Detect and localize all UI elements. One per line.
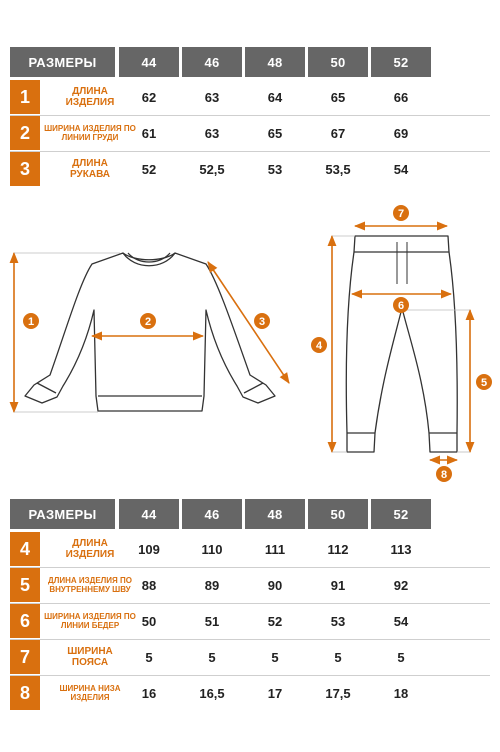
table-cell: 89 — [204, 577, 220, 593]
row-number: 2 — [10, 116, 40, 150]
table-cell: 63 — [204, 89, 220, 105]
row-number: 6 — [10, 604, 40, 638]
table-cell: 53,5 — [325, 161, 351, 177]
garment-diagram — [0, 200, 500, 490]
table-cell: 66 — [393, 89, 409, 105]
svg-text:4: 4 — [315, 340, 323, 352]
table-cell: 5 — [271, 649, 279, 665]
table-cell: 5 — [208, 649, 216, 665]
marker-6 — [393, 297, 409, 313]
table-cell: 112 — [327, 541, 349, 557]
marker-7 — [393, 205, 409, 221]
table-cell: 67 — [330, 125, 346, 141]
table-cell: 62 — [141, 89, 157, 105]
row-label: ШИРИНА ПОЯСА — [67, 645, 113, 668]
sweatshirt-illustration — [25, 253, 275, 411]
table-cell: 65 — [330, 89, 346, 105]
table-cell: 110 — [201, 541, 223, 557]
table-cell: 52 — [141, 161, 157, 177]
row-number: 8 — [10, 676, 40, 710]
table-cell: 17 — [267, 685, 283, 701]
marker-8 — [436, 466, 452, 482]
table-cell: 69 — [393, 125, 409, 141]
svg-text:5: 5 — [480, 377, 488, 389]
table-cell: 111 — [264, 541, 286, 557]
table-cell: 16,5 — [199, 685, 225, 701]
table-cell: 88 — [141, 577, 157, 593]
row-label: ШИРИНА ИЗДЕЛИЯ ПО ЛИНИИ БЕДЕР — [44, 611, 136, 630]
header-size-46: 46 — [182, 499, 242, 529]
table-cell: 16 — [141, 685, 157, 701]
table-cell: 92 — [393, 577, 409, 593]
header-size-50: 50 — [308, 47, 368, 77]
table-cell: 5 — [334, 649, 342, 665]
table-cell: 51 — [204, 613, 220, 629]
row-number: 7 — [10, 640, 40, 674]
table-cell: 52 — [267, 613, 283, 629]
row-label: ДЛИНА ИЗДЕЛИЯ — [65, 85, 115, 108]
table-cell: 5 — [397, 649, 405, 665]
table-cell: 61 — [141, 125, 157, 141]
table-cell: 54 — [393, 161, 409, 177]
row-number: 3 — [10, 152, 40, 186]
table-cell: 17,5 — [325, 685, 351, 701]
header-size-52: 52 — [371, 499, 431, 529]
table-cell: 109 — [138, 541, 160, 557]
header-sizes-label: РАЗМЕРЫ — [10, 47, 115, 77]
header-size-48: 48 — [245, 47, 305, 77]
row-number: 4 — [10, 532, 40, 566]
svg-text:1: 1 — [27, 316, 35, 328]
row-label: ШИРИНА ИЗДЕЛИЯ ПО ЛИНИИ ГРУДИ — [44, 123, 136, 142]
marker-1 — [23, 313, 39, 329]
table-cell: 18 — [393, 685, 409, 701]
marker-4 — [311, 337, 327, 353]
svg-text:2: 2 — [144, 316, 152, 328]
row-label: ШИРИНА НИЗА ИЗДЕЛИЯ — [59, 683, 121, 702]
header-size-50: 50 — [308, 499, 368, 529]
header-size-46: 46 — [182, 47, 242, 77]
table-cell: 53 — [330, 613, 346, 629]
table-cell: 52,5 — [199, 161, 225, 177]
svg-text:8: 8 — [440, 469, 448, 481]
marker-3 — [254, 313, 270, 329]
table-cell: 91 — [330, 577, 346, 593]
table-cell: 63 — [204, 125, 220, 141]
header-size-44: 44 — [119, 47, 179, 77]
marker-2 — [140, 313, 156, 329]
table-cell: 54 — [393, 613, 409, 629]
row-label: ДЛИНА РУКАВА — [69, 157, 111, 180]
marker-5 — [476, 374, 492, 390]
header-sizes-label: РАЗМЕРЫ — [10, 499, 115, 529]
table-cell: 50 — [141, 613, 157, 629]
pants-illustration — [346, 236, 457, 452]
row-number: 5 — [10, 568, 40, 602]
header-size-52: 52 — [371, 47, 431, 77]
table-cell: 65 — [267, 125, 283, 141]
row-label: ДЛИНА ИЗДЕЛИЯ ПО ВНУТРЕННЕМУ ШВУ — [48, 575, 132, 594]
table-cell: 64 — [267, 89, 283, 105]
table-cell: 90 — [267, 577, 283, 593]
table-cell: 5 — [145, 649, 153, 665]
row-number: 1 — [10, 80, 40, 114]
header-size-44: 44 — [119, 499, 179, 529]
header-size-48: 48 — [245, 499, 305, 529]
svg-text:7: 7 — [397, 208, 405, 220]
row-label: ДЛИНА ИЗДЕЛИЯ — [65, 537, 115, 560]
svg-text:6: 6 — [397, 300, 405, 312]
table-cell: 113 — [390, 541, 412, 557]
svg-text:3: 3 — [258, 316, 266, 328]
table-cell: 53 — [267, 161, 283, 177]
